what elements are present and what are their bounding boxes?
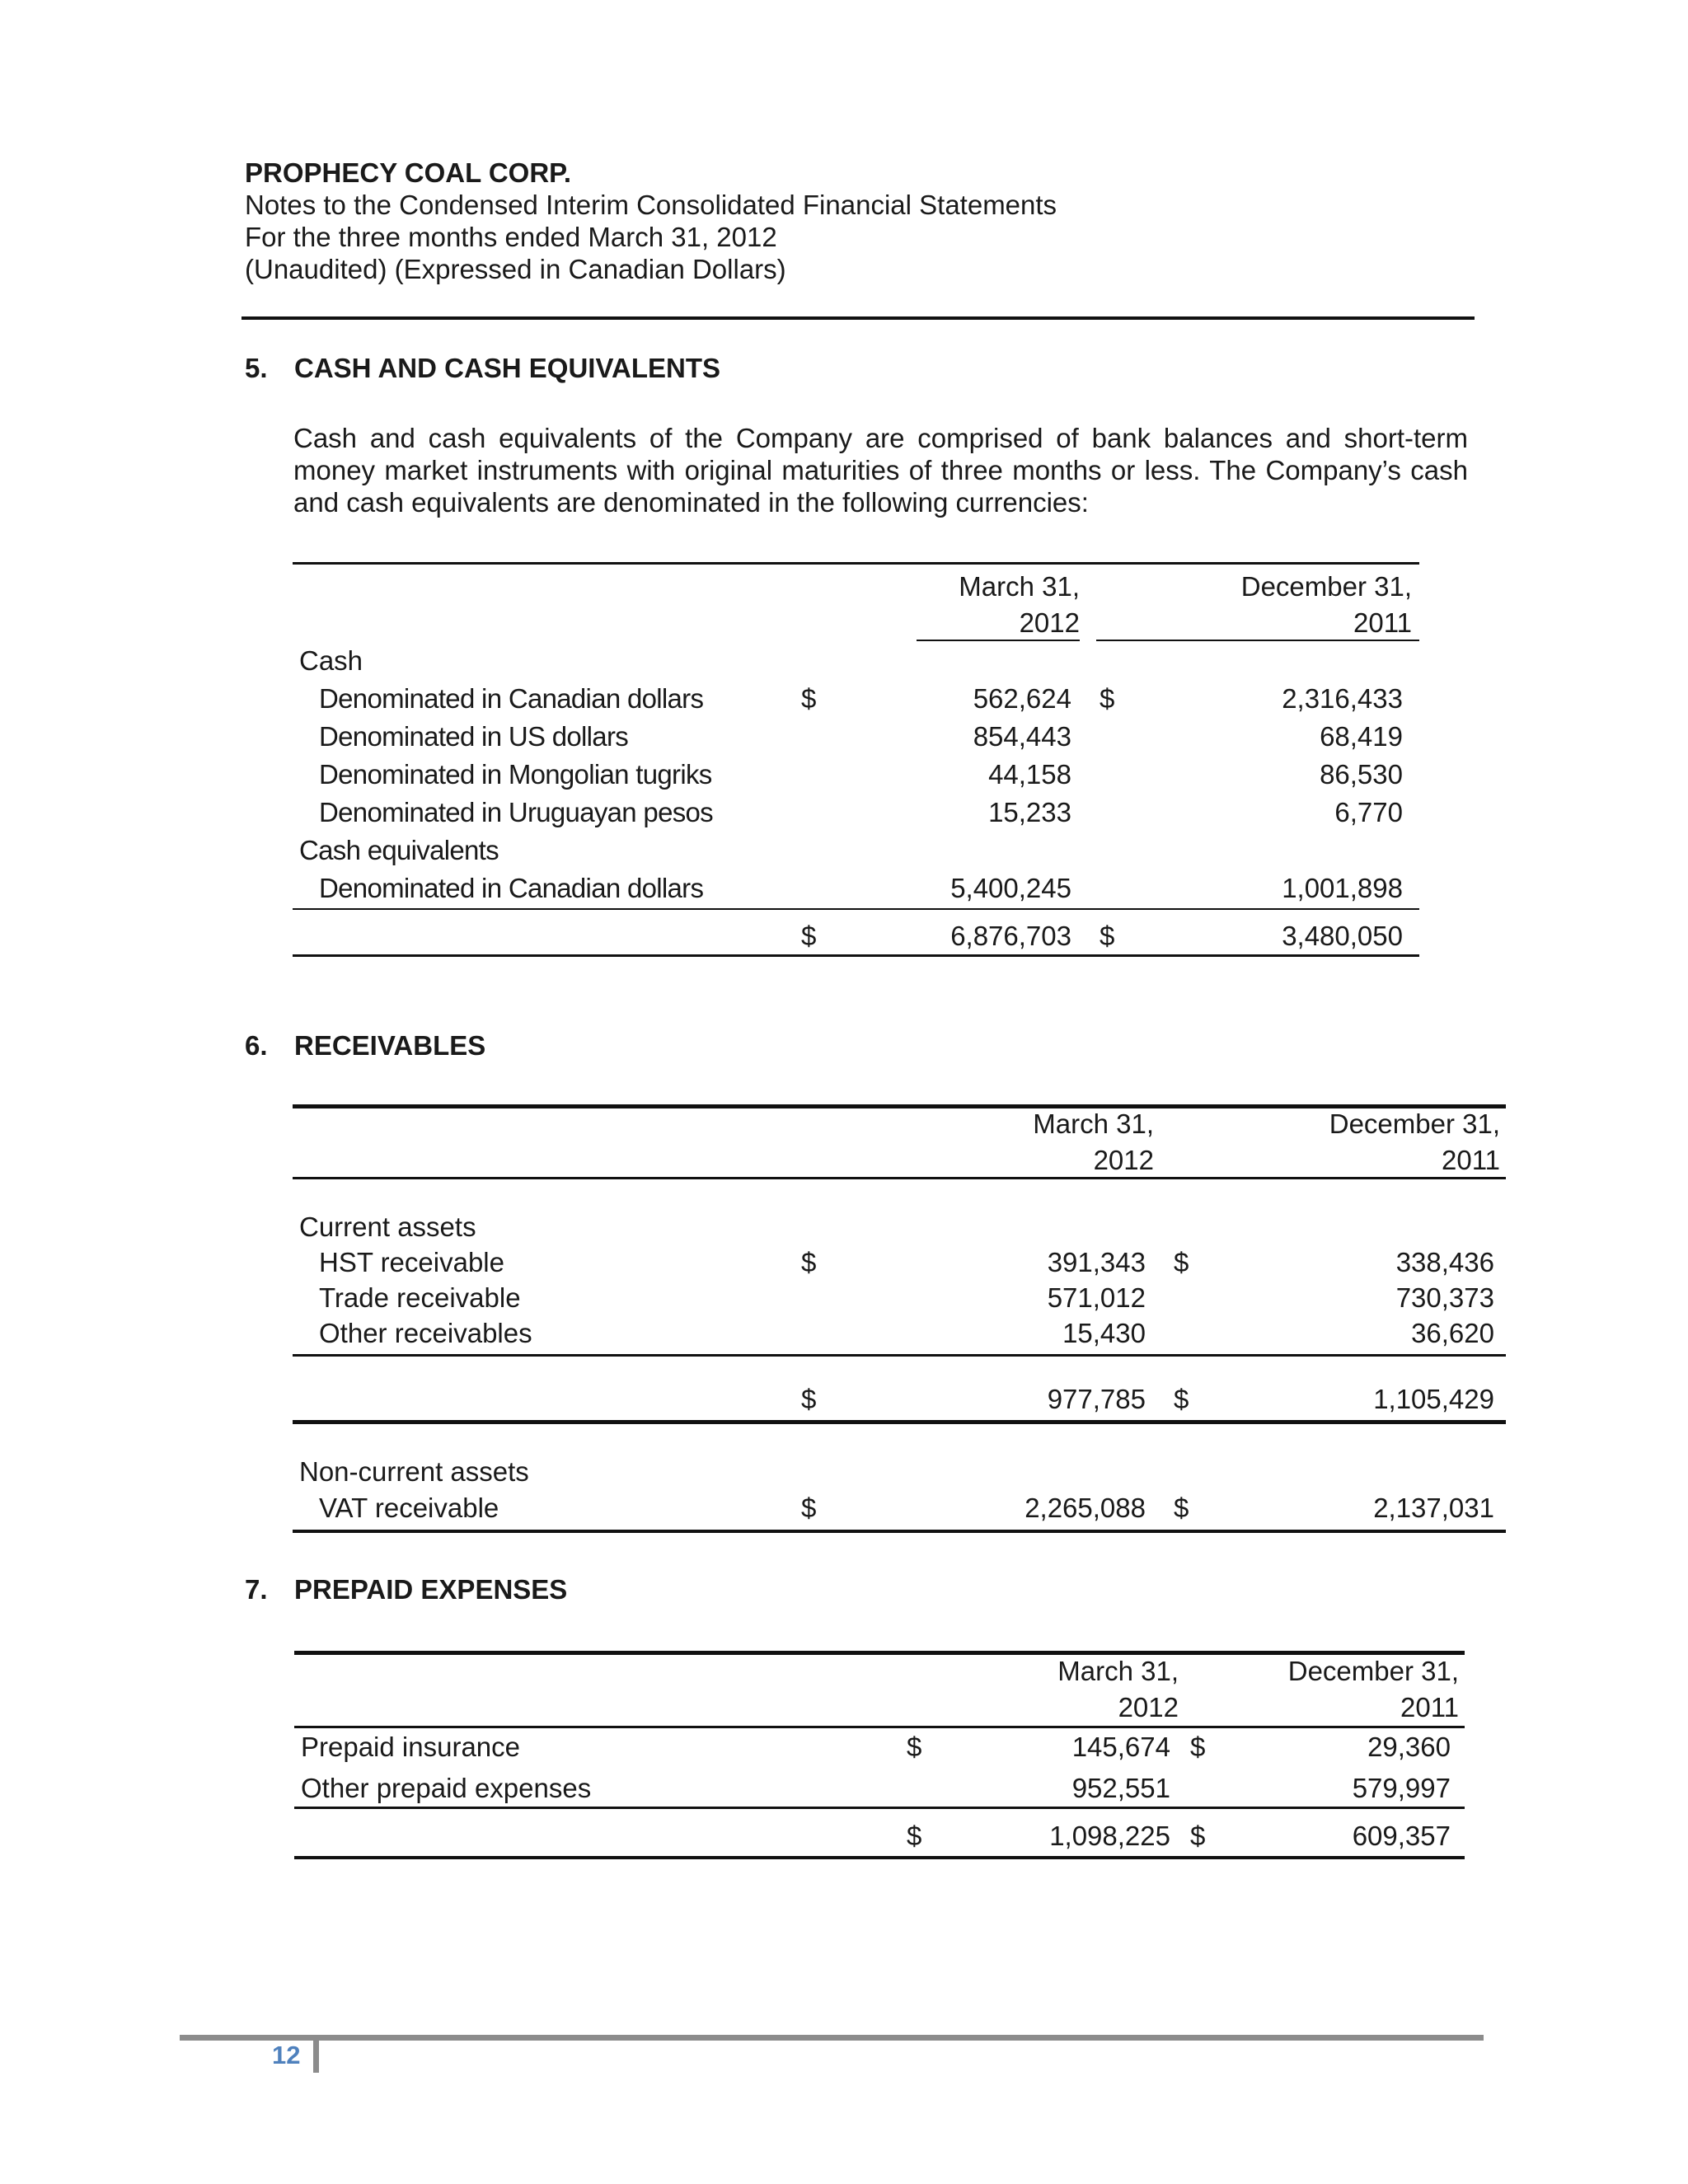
value-december-2011: 2,316,433	[1282, 683, 1403, 714]
document-header	[245, 157, 1057, 285]
section-7-number: 7.	[245, 1574, 268, 1605]
value-march-2012: 5,400,245	[950, 873, 1071, 903]
receivables-col2-header-line2: 2011	[1442, 1145, 1500, 1175]
value-december-2011: 579,997	[1352, 1773, 1451, 1803]
currency-symbol: $	[907, 1732, 922, 1762]
currency-symbol: $	[907, 1821, 922, 1851]
section-6-title	[245, 1030, 485, 1062]
row-label: HST receivable	[319, 1247, 504, 1277]
receivables-subtotal-rule	[293, 1354, 1506, 1357]
receivables-total-rule	[293, 1420, 1506, 1424]
row-label: Denominated in US dollars	[319, 721, 629, 752]
value-march-2012: 15,430	[1062, 1318, 1146, 1348]
cash-total-rule	[293, 954, 1419, 957]
currency-symbol: $	[1100, 921, 1115, 951]
value-march-2012: 562,624	[973, 683, 1071, 714]
cash-col2-header-line2: 2011	[1353, 607, 1412, 638]
footer-page-divider	[313, 2035, 319, 2073]
cash-equivalents-group-label: Cash equivalents	[299, 835, 499, 865]
section-5-heading: CASH AND CASH EQUIVALENTS	[294, 353, 721, 383]
value-december-2011: 6,770	[1334, 797, 1403, 827]
value-march-2012: 44,158	[988, 759, 1071, 790]
section-5-title	[245, 353, 720, 384]
section-7-title	[245, 1574, 567, 1605]
currency-symbol: $	[1174, 1384, 1189, 1414]
header-divider	[241, 316, 1475, 320]
row-label: Denominated in Canadian dollars	[319, 683, 704, 714]
cash-col1-header-line2: 2012	[1019, 607, 1080, 638]
prepaid-header-rule	[294, 1726, 1465, 1728]
currency-symbol: $	[1190, 1821, 1206, 1851]
value-december-2011: 29,360	[1367, 1732, 1451, 1762]
header-subtitle: Notes to the Condensed Interim Consolidated Financial Statements	[245, 190, 1057, 220]
row-label: Prepaid insurance	[301, 1732, 520, 1762]
cash-table-top-rule	[293, 562, 1419, 565]
value-december-2011: 730,373	[1395, 1282, 1494, 1313]
value-march-2012: 571,012	[1047, 1282, 1146, 1313]
value-march-2012: 391,343	[1047, 1247, 1146, 1277]
cash-col2-header-line1: December 31,	[1240, 571, 1412, 602]
section-5-paragraph: Cash and cash equivalents of the Company are comprised of bank balances and short-term money market instruments with original maturities of three months or less. The Company’s cash and cash equivalents are denominated in the following currencies:	[293, 423, 1468, 518]
total-december-2011: 609,357	[1352, 1821, 1451, 1851]
company-name: PROPHECY COAL CORP.	[245, 157, 572, 188]
vat-rule	[293, 1530, 1506, 1533]
receivables-header-rule	[293, 1177, 1506, 1179]
section-7-heading: PREPAID EXPENSES	[294, 1574, 568, 1605]
non-current-assets-label: Non-current assets	[299, 1456, 529, 1487]
cash-col1-header-rule	[917, 640, 1080, 641]
value-december-2011: 68,419	[1320, 721, 1403, 752]
value-december-2011: 2,137,031	[1373, 1493, 1494, 1523]
value-december-2011: 338,436	[1395, 1247, 1494, 1277]
currency-symbol: $	[801, 1247, 817, 1277]
currency-symbol: $	[801, 1493, 817, 1523]
receivables-col1-header-line2: 2012	[1093, 1145, 1154, 1175]
currency-symbol: $	[1174, 1247, 1189, 1277]
row-label: VAT receivable	[319, 1493, 499, 1523]
row-label: Denominated in Mongolian tugriks	[319, 759, 712, 790]
row-label: Trade receivable	[319, 1282, 521, 1313]
currency-symbol: $	[1190, 1732, 1206, 1762]
cash-group-label: Cash	[299, 645, 363, 676]
row-label: Other receivables	[319, 1318, 532, 1348]
value-march-2012: 15,233	[988, 797, 1071, 827]
header-basis: (Unaudited) (Expressed in Canadian Dollars)	[245, 254, 786, 284]
currency-symbol: $	[801, 1384, 817, 1414]
section-6-number: 6.	[245, 1030, 268, 1061]
current-assets-label: Current assets	[299, 1212, 476, 1242]
total-december-2011: 1,105,429	[1373, 1384, 1494, 1414]
row-label: Other prepaid expenses	[301, 1773, 592, 1803]
currency-symbol: $	[1100, 683, 1115, 714]
prepaid-col2-header-line1: December 31,	[1287, 1656, 1459, 1686]
value-march-2012: 2,265,088	[1025, 1493, 1146, 1523]
cash-subtotal-rule	[293, 908, 1419, 910]
value-december-2011: 86,530	[1320, 759, 1403, 790]
row-label: Denominated in Uruguayan pesos	[319, 797, 713, 827]
prepaid-subtotal-rule	[294, 1807, 1465, 1809]
value-march-2012: 952,551	[1071, 1773, 1170, 1803]
header-period: For the three months ended March 31, 2012	[245, 222, 777, 252]
prepaid-total-rule	[294, 1856, 1465, 1859]
total-march-2012: 6,876,703	[950, 921, 1071, 951]
prepaid-col1-header-line1: March 31,	[1057, 1656, 1179, 1686]
value-december-2011: 1,001,898	[1282, 873, 1403, 903]
value-march-2012: 854,443	[973, 721, 1071, 752]
receivables-col2-header-line1: December 31,	[1329, 1108, 1500, 1139]
total-march-2012: 977,785	[1047, 1384, 1146, 1414]
value-march-2012: 145,674	[1071, 1732, 1170, 1762]
value-december-2011: 36,620	[1411, 1318, 1494, 1348]
page-number: 12	[272, 2041, 301, 2069]
currency-symbol: $	[801, 683, 817, 714]
footer-rule	[180, 2035, 1484, 2041]
cash-col1-header-line1: March 31,	[959, 571, 1080, 602]
prepaid-col2-header-line2: 2011	[1400, 1692, 1459, 1722]
cash-col2-header-rule	[1096, 640, 1419, 641]
row-label: Denominated in Canadian dollars	[319, 873, 704, 903]
total-march-2012: 1,098,225	[1049, 1821, 1170, 1851]
section-6-heading: RECEIVABLES	[294, 1030, 486, 1061]
currency-symbol: $	[801, 921, 817, 951]
prepaid-col1-header-line2: 2012	[1118, 1692, 1179, 1722]
section-5-number: 5.	[245, 353, 268, 383]
total-december-2011: 3,480,050	[1282, 921, 1403, 951]
receivables-col1-header-line1: March 31,	[1033, 1108, 1154, 1139]
currency-symbol: $	[1174, 1493, 1189, 1523]
